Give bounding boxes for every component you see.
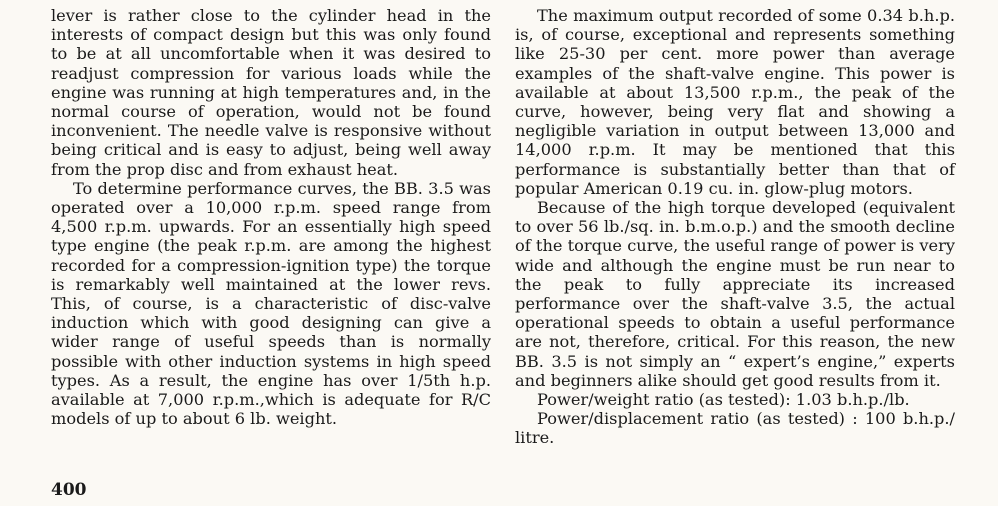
right-column [515,6,955,448]
right-paragraph-1: The maximum output recorded of some 0.34 b.h.p. is, of course, exceptional and represents something like 25-30 per cent. more power than average examples of the shaft-valve engine. This power is available at about 13,500 r.p.m., the peak of the curve, however, being very flat and showing a negligible variation in output between 13,000 and 14,000 r.p.m. It may be mentioned that this performance is substantially better than that of popular American 0.19 cu. in. glow-plug motors. [515,6,955,198]
left-paragraph-2: To determine performance curves, the BB. 3.5 was operated over a 10,000 r.p.m. speed range from 4,500 r.p.m. upwards. For an essentially high speed type engine (the peak r.p.m. are among the highest recorded for a compression-ignition type) the torque is remarkably well maintained at the lower revs. This, of course, is a characteristic of disc-valve induction which with good designing can give a wider range of useful speeds than is normally possible with other induction systems in high speed types. As a result, the engine has over 1/5th h.p. available at 7,000 r.p.m.,which is adequate for R/C models of up to about 6 lb. weight. [51,178,491,429]
right-paragraph-2: Because of the high torque developed (equivalent to over 56 lb./sq. in. b.m.o.p.) and the smooth decline of the torque curve, the useful range of power is very wide and although the engine must be run near to the peak to fully appreciate its increased performance over the shaft-valve 3.5, the actual operational speeds to obtain a useful performance are not, therefore, critical. For this reason, the new BB. 3.5 is not simply an “ expert’s engine,” experts and beginners alike should get good results from it. [515,198,955,390]
power-displacement-ratio: Power/displacement ratio (as tested) : 100 b.h.p./ litre. [515,409,955,448]
power-weight-ratio: Power/weight ratio (as tested): 1.03 b.h.p./lb. [537,390,910,410]
left-paragraph-1: lever is rather close to the cylinder head in the interests of compact design but this was only found to be at all uncomfortable when it was desired to readjust compression for various loads while the engine was running at high temperatures and, in the normal course of operation, would not be found inconvenient. The needle valve is responsive without being critical and is easy to adjust, being well away from the prop disc and from exhaust heat. [51,6,491,179]
left-column [51,6,491,428]
page-number: 400 [51,480,87,500]
